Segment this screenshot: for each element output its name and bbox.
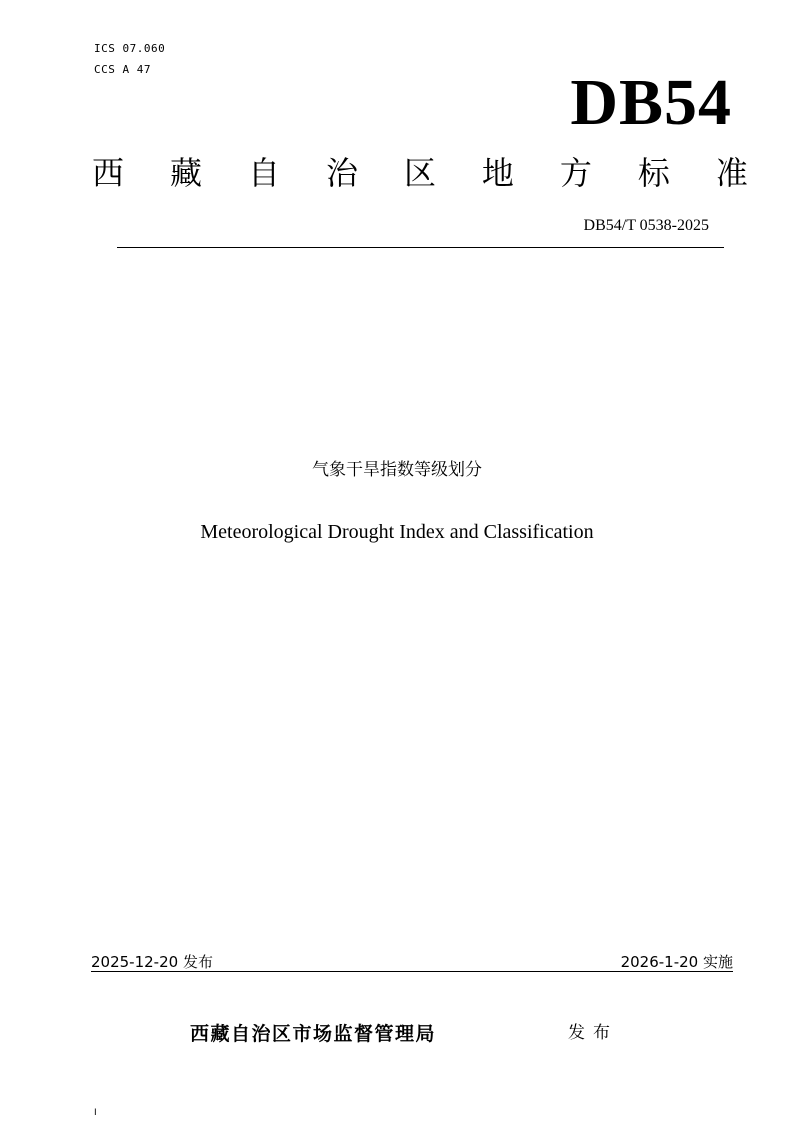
header-divider <box>117 247 724 248</box>
title-char: 自 <box>247 154 280 192</box>
document-title-english: Meteorological Drought Index and Classification <box>200 521 594 543</box>
standard-number: DB54/T 0538-2025 <box>583 217 709 234</box>
publish-label: 发布 <box>568 1023 618 1043</box>
title-char: 治 <box>325 154 358 192</box>
standard-type-title <box>92 152 748 194</box>
implementation-date: 2026-1-20 实施 <box>620 953 733 971</box>
title-char: 区 <box>403 154 436 192</box>
title-char: 西 <box>92 154 125 192</box>
title-char: 方 <box>559 154 592 192</box>
standard-code-logo: DB54 <box>570 66 732 139</box>
issue-date: 2025-12-20 发布 <box>91 953 213 971</box>
title-char: 准 <box>715 154 748 192</box>
title-char: 藏 <box>169 154 202 192</box>
ccs-code: CCS A 47 <box>94 63 151 76</box>
document-title-chinese: 气象干旱指数等级划分 <box>312 460 482 480</box>
ics-code: ICS 07.060 <box>94 42 166 55</box>
publisher-name: 西藏自治区市场监督管理局 <box>190 1023 437 1045</box>
title-char: 地 <box>481 154 514 192</box>
title-char: 标 <box>637 154 670 192</box>
footer-divider <box>91 971 733 972</box>
page-marker: I <box>94 1108 97 1118</box>
